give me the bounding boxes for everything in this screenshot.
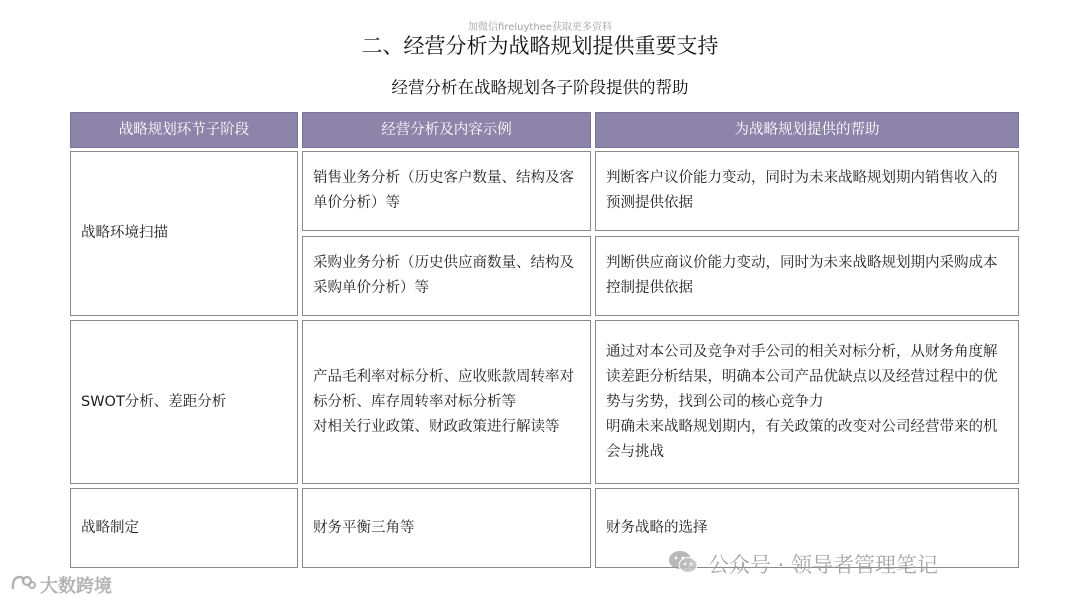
wechat-watermark — [668, 550, 938, 578]
analysis-cell — [302, 236, 591, 316]
help-cell — [595, 236, 1019, 316]
analysis-cell — [302, 151, 591, 231]
help-cell — [595, 320, 1019, 484]
analysis-text: 产品毛利率对标分析、应收账款周转率对标分析、库存周转率对标分析等 — [313, 368, 574, 410]
analysis-cell — [302, 488, 591, 568]
stage-label: 战略环境扫描 — [81, 225, 168, 241]
help-text: 判断供应商议价能力变动，同时为未来战略规划期内采购成本控制提供依据 — [606, 255, 998, 296]
analysis-text: 采购业务分析（历史供应商数量、结构及采购单价分析）等 — [313, 255, 574, 296]
brand-name: 大数跨境 — [40, 576, 112, 597]
header-analysis: 经营分析及内容示例 — [302, 112, 591, 148]
brand-logo-icon — [10, 573, 36, 598]
stage-label: 战略制定 — [81, 519, 139, 536]
analysis-text: 销售业务分析（历史客户数量、结构及客单价分析）等 — [313, 170, 574, 211]
stage-cell — [70, 320, 298, 484]
slide-subtitle: 经营分析在战略规划各子阶段提供的帮助 — [391, 78, 689, 97]
stage-cell — [70, 488, 298, 568]
top-watermark: 加微信fireluythee获取更多资料 — [468, 22, 612, 33]
wechat-icon — [668, 549, 698, 580]
analysis-cell — [302, 320, 591, 484]
header-stage: 战略规划环节子阶段 — [70, 112, 298, 148]
stage-label: SWOT分析、差距分析 — [81, 393, 227, 410]
analysis-text: 财务平衡三角等 — [313, 519, 415, 536]
brand-watermark — [10, 572, 112, 598]
analysis-text: 对相关行业政策、财政政策进行解读等 — [313, 418, 560, 435]
stage-cell — [70, 151, 298, 316]
slide-title: 二、经营分析为战略规划提供重要支持 — [361, 34, 719, 58]
help-cell — [595, 151, 1019, 231]
help-text: 明确未来战略规划期内，有关政策的改变对公司经营带来的机会与挑战 — [606, 418, 998, 460]
wechat-account-label: 公众号 · 领导者管理笔记 — [708, 553, 939, 577]
help-text: 判断客户议价能力变动，同时为未来战略规划期内销售收入的预测提供依据 — [606, 170, 998, 211]
header-help: 为战略规划提供的帮助 — [595, 112, 1019, 148]
help-text: 财务战略的选择 — [606, 519, 708, 536]
help-text: 通过对本公司及竞争对手公司的相关对标分析，从财务角度解读差距分析结果，明确本公司产品优缺点以及经营过程中的优势与劣势，找到公司的核心竞争力 — [606, 343, 998, 410]
